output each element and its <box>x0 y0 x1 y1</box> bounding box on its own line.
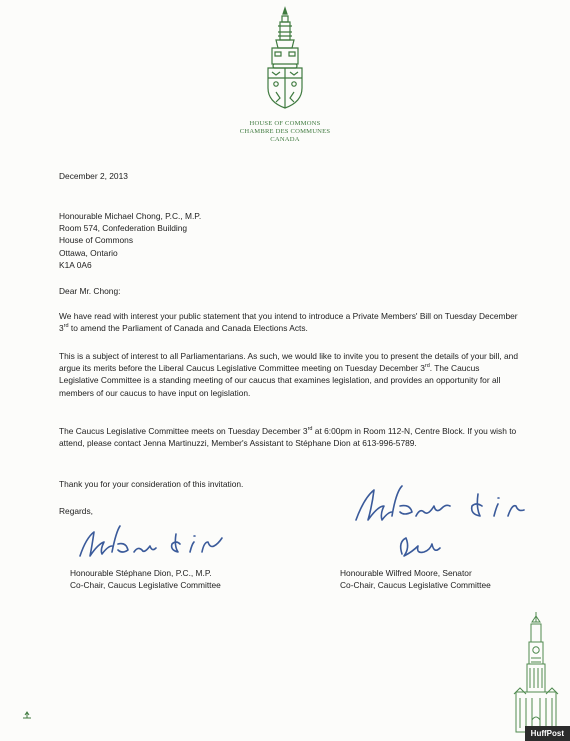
signatory-title: Co-Chair, Caucus Legislative Committee <box>340 580 491 591</box>
letterhead-line-3: CANADA <box>270 136 300 143</box>
salutation: Dear Mr. Chong: <box>59 286 121 296</box>
body-paragraph-3 <box>59 425 519 449</box>
letterhead-text <box>230 120 340 144</box>
recipient-address <box>59 210 201 271</box>
address-line: K1A 0A6 <box>59 259 92 270</box>
paragraph-text: We have read with interest your public statement that you intend to introduce a Private Members' Bill on Tuesday December 3 <box>59 311 518 334</box>
paragraph-text: This is a subject of interest to all Parliamentarians. As such, we would like to invite you to present the details of your bill, and argue its merits before the Liberal Caucus Legislative Committee meeting on Tuesday December 3 <box>59 351 518 374</box>
huffpost-badge: HuffPost <box>525 726 570 741</box>
paragraph-text: . The Caucus Legislative Committee is a standing meeting of our caucus that examines legislation, and provides an opportunity for all members of our caucus to have input on legislation. <box>59 363 501 398</box>
signature-dion <box>72 522 242 564</box>
letter-date: December 2, 2013 <box>59 171 128 181</box>
house-of-commons-crest-icon <box>258 6 312 116</box>
address-line: Ottawa, Ontario <box>59 247 118 258</box>
signatory-name: Honourable Stéphane Dion, P.C., M.P. <box>70 568 212 578</box>
recycled-paper-mark-icon <box>22 711 32 719</box>
ordinal-suffix: rd <box>424 363 430 370</box>
address-line: House of Commons <box>59 235 134 246</box>
ordinal-suffix: rd <box>307 426 313 432</box>
address-line: Room 574, Confederation Building <box>59 223 188 234</box>
peace-tower-illustration-icon <box>512 610 560 735</box>
body-paragraph-2 <box>59 350 519 399</box>
ordinal-suffix: rd <box>63 323 69 330</box>
letterhead-line-1: HOUSE OF COMMONS <box>249 120 321 127</box>
paragraph-text: at 6:00pm in Room 112-N, Centre Block. If you wish to attend, please contact Jenna Martinuzzi, Member's Assistant to Stéphane Dion at 613-996-5789. <box>59 426 517 449</box>
signature-moore <box>350 480 550 568</box>
thank-you-line: Thank you for your consideration of this invitation. <box>59 479 244 489</box>
signatory-right <box>340 567 491 591</box>
closing: Regards, <box>59 506 93 516</box>
paragraph-text: to amend the Parliament of Canada and Canada Elections Acts. <box>68 323 308 334</box>
paragraph-text: The Caucus Legislative Committee meets on Tuesday December 3 <box>59 426 308 436</box>
signatory-title: Co-Chair, Caucus Legislative Committee <box>70 580 221 591</box>
address-line: Honourable Michael Chong, P.C., M.P. <box>59 211 202 221</box>
body-paragraph-1 <box>59 310 519 334</box>
letterhead-line-2: CHAMBRE DES COMMUNES <box>239 128 331 135</box>
signatory-name: Honourable Wilfred Moore, Senator <box>340 568 472 578</box>
signatory-left <box>70 567 221 591</box>
